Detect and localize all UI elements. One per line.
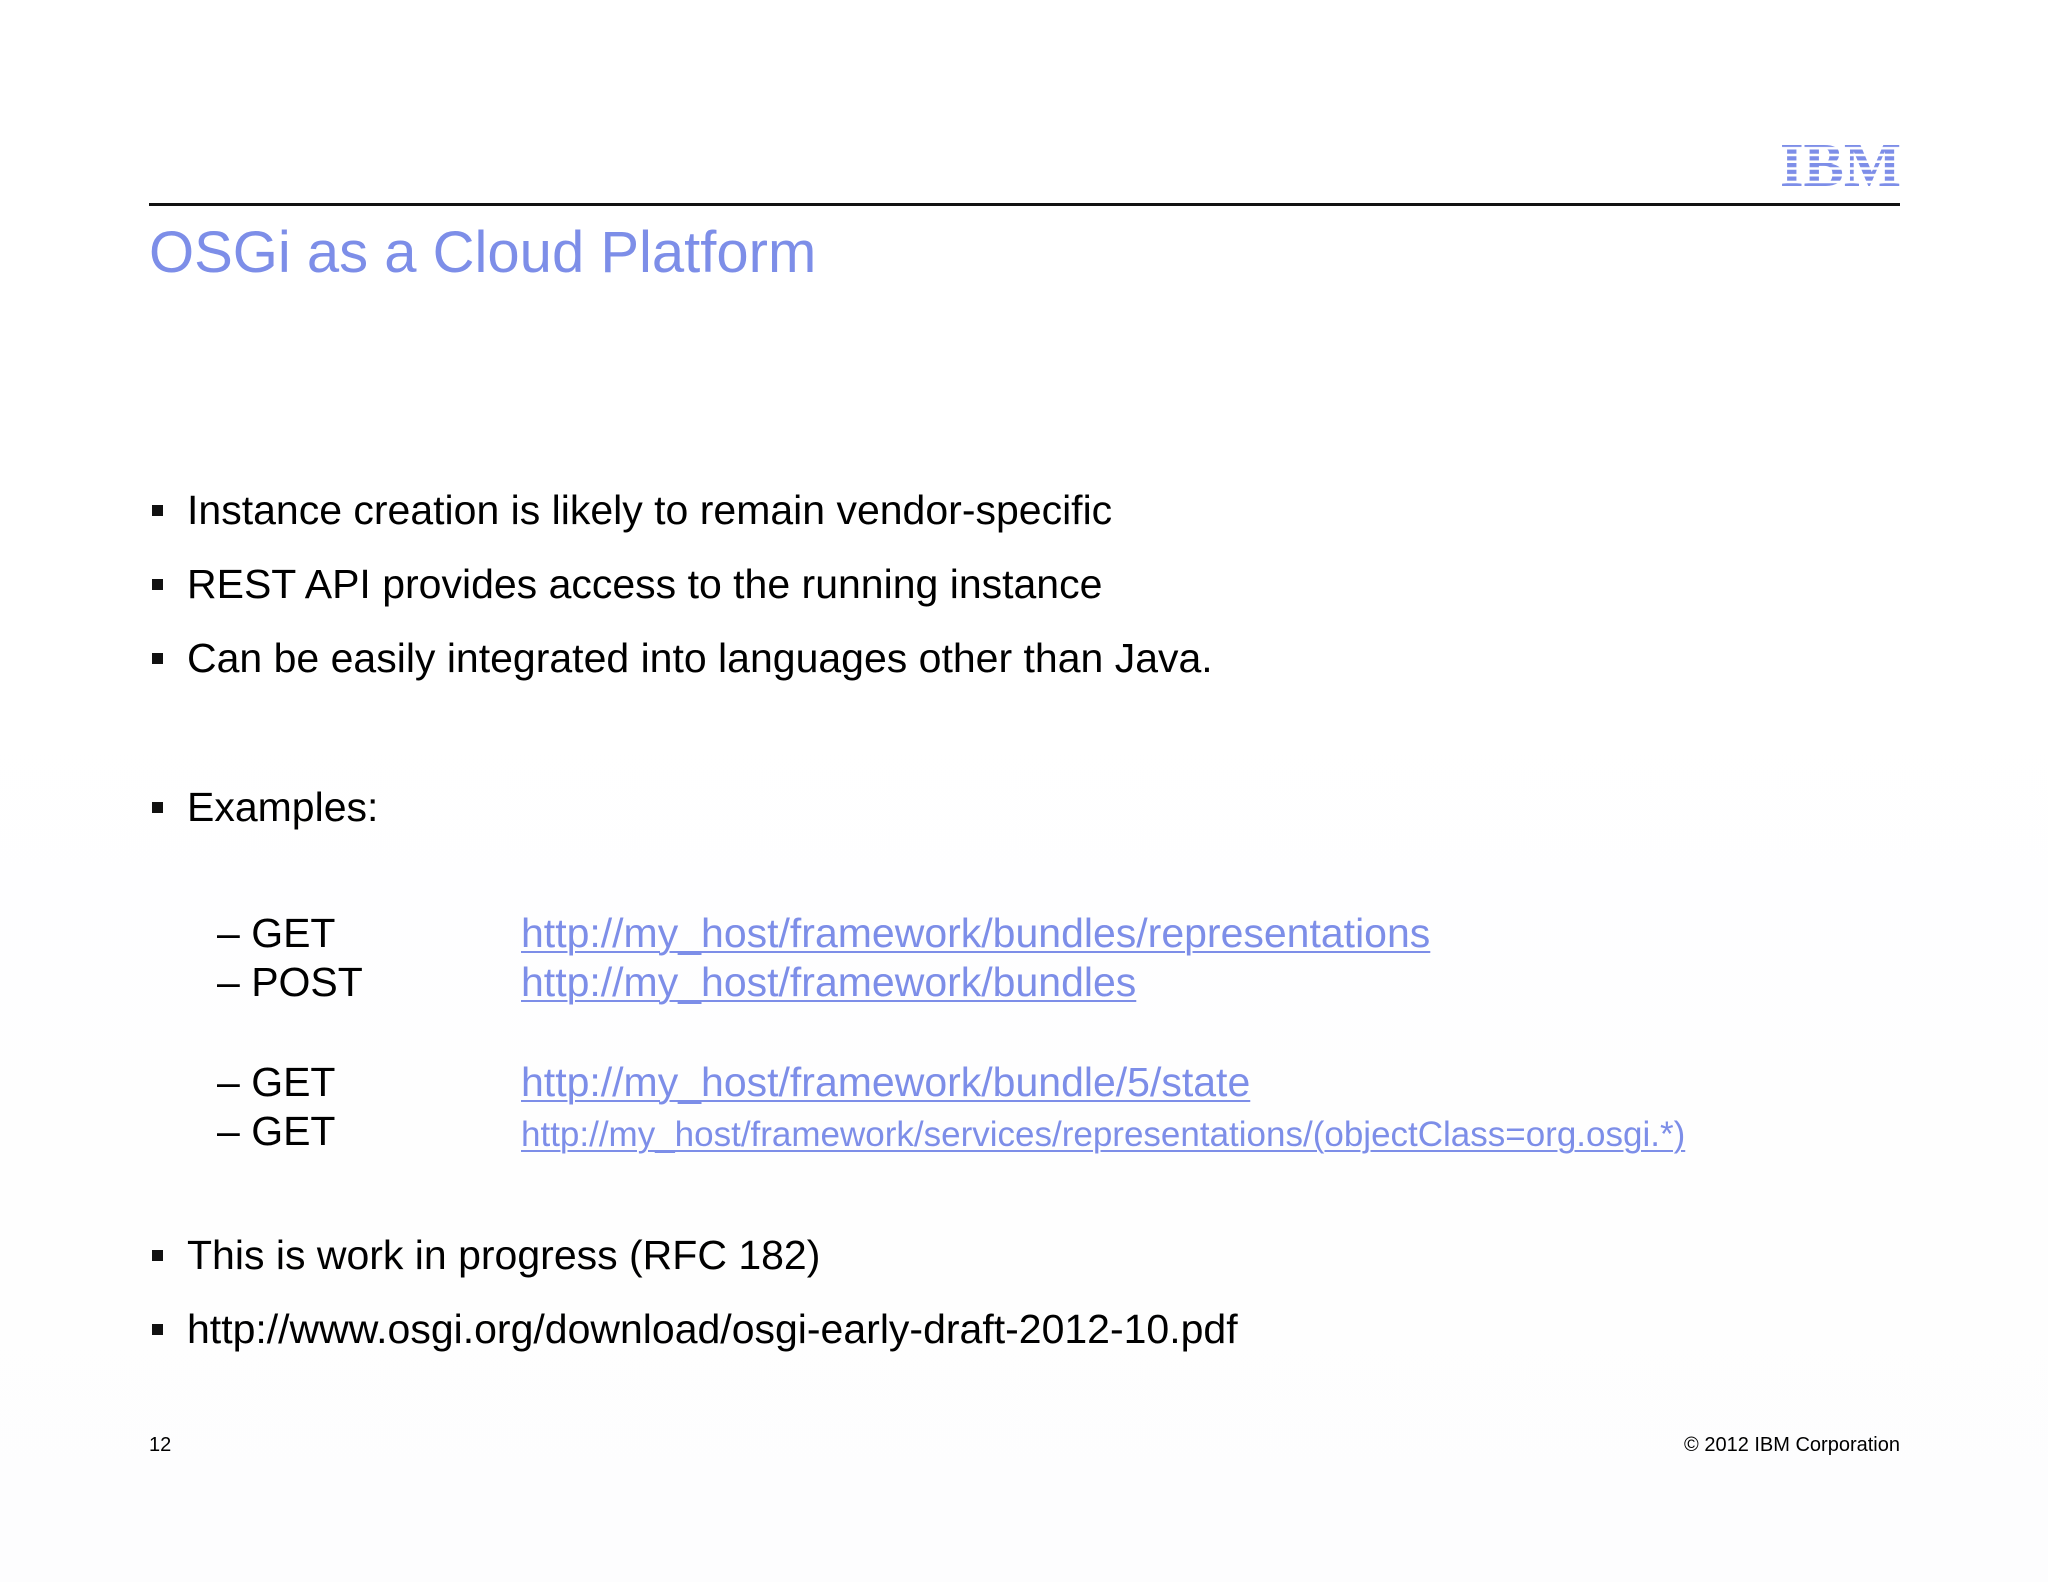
- http-method: – POST: [217, 959, 363, 1005]
- bullet-text: Can be easily integrated into languages other than Java.: [187, 635, 1213, 681]
- http-method: – GET: [217, 1059, 336, 1105]
- bullet-item: [152, 1304, 1238, 1354]
- example-url-link[interactable]: http://my_host/framework/bundle/5/state: [521, 1059, 1251, 1105]
- http-method: – GET: [217, 910, 336, 956]
- bullet-square-icon: [152, 505, 163, 516]
- slide-title: OSGi as a Cloud Platform: [149, 220, 817, 285]
- example-row: [217, 957, 1837, 1007]
- example-url-link[interactable]: http://my_host/framework/services/representations/(objectClass=org.osgi.*): [521, 1115, 1686, 1154]
- bullet-text: REST API provides access to the running instance: [187, 561, 1103, 607]
- http-method: – GET: [217, 1108, 336, 1154]
- bullet-text: http://www.osgi.org/download/osgi-early-draft-2012-10.pdf: [187, 1306, 1238, 1352]
- example-url-link[interactable]: http://my_host/framework/bundles: [521, 959, 1137, 1005]
- header-rule: [149, 203, 1900, 206]
- bullet-item: [152, 1230, 820, 1280]
- bullet-item: [152, 559, 1102, 609]
- bullet-text: This is work in progress (RFC 182): [187, 1232, 821, 1278]
- example-row: [217, 908, 1837, 958]
- example-row: [217, 1057, 1837, 1107]
- bullet-square-icon: [152, 1250, 163, 1261]
- bullet-square-icon: [152, 1324, 163, 1335]
- copyright-notice: © 2012 IBM Corporation: [1684, 1434, 1900, 1456]
- bullet-text: Instance creation is likely to remain vendor-specific: [187, 487, 1113, 533]
- ibm-logo: [1780, 136, 1901, 190]
- bullet-item: [152, 782, 378, 832]
- ibm-logo-text: IBM: [1780, 136, 1901, 190]
- bullet-item: [152, 633, 1213, 683]
- page-number: 12: [149, 1434, 172, 1456]
- example-url-link[interactable]: http://my_host/framework/bundles/representations: [521, 910, 1431, 956]
- bullet-square-icon: [152, 653, 163, 664]
- bullet-square-icon: [152, 802, 163, 813]
- bullet-square-icon: [152, 579, 163, 590]
- bullet-item: [152, 485, 1112, 535]
- bullet-text: Examples:: [187, 784, 379, 830]
- example-row: [217, 1106, 1837, 1156]
